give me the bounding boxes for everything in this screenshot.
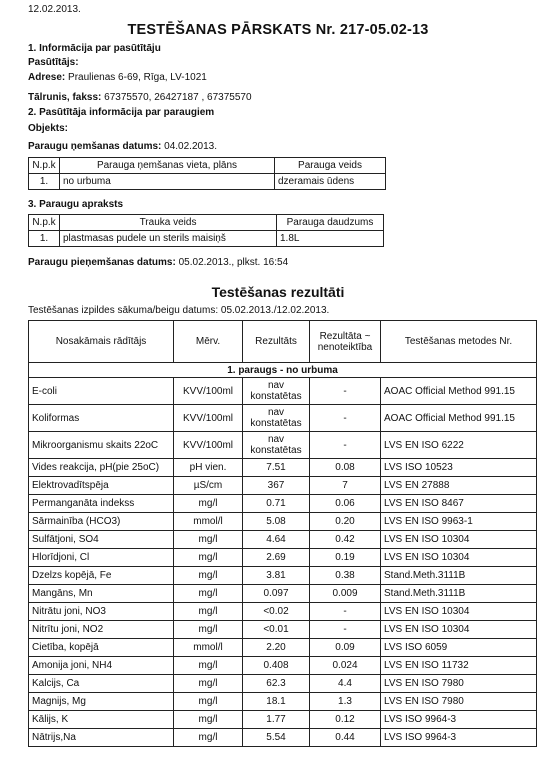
- test-dates-line: Testēšanas izpildes sākuma/beigu datums: 05.02.2013./12.02.2013.: [28, 305, 330, 316]
- table-cell: -: [310, 378, 381, 405]
- table-cell: Stand.Meth.3111B: [381, 567, 537, 585]
- table-cell: 1.: [29, 231, 60, 247]
- table-cell: dzeramais ūdens: [275, 174, 386, 190]
- table-row: [29, 432, 537, 459]
- table-row: [29, 477, 537, 495]
- table-cell: KVV/100ml: [174, 405, 243, 432]
- table-cell: Dzelzs kopējā, Fe: [29, 567, 174, 585]
- table-cell: Hlorīdjoni, Cl: [29, 549, 174, 567]
- table-cell: Koliformas: [29, 405, 174, 432]
- table-cell: Nitrītu joni, NO2: [29, 621, 174, 639]
- table-cell: nav konstatētas: [243, 378, 310, 405]
- table-cell: Kalcijs, Ca: [29, 675, 174, 693]
- table-cell: 0.08: [310, 459, 381, 477]
- table-cell: mg/l: [174, 531, 243, 549]
- results-table: [28, 320, 537, 747]
- table-header-row: [29, 321, 537, 363]
- group-label: 1. paraugs - no urbuma: [29, 363, 537, 378]
- table-cell: 0.097: [243, 585, 310, 603]
- table-cell: 1.3: [310, 693, 381, 711]
- table-cell: -: [310, 405, 381, 432]
- table-cell: mg/l: [174, 585, 243, 603]
- table-cell: LVS EN ISO 6222: [381, 432, 537, 459]
- table-cell: 4.64: [243, 531, 310, 549]
- table-cell: AOAC Official Method 991.15: [381, 378, 537, 405]
- table-cell: 7: [310, 477, 381, 495]
- table-cell: LVS EN ISO 11732: [381, 657, 537, 675]
- table-cell: mg/l: [174, 495, 243, 513]
- table-cell: 0.71: [243, 495, 310, 513]
- table-cell: mg/l: [174, 711, 243, 729]
- table-cell: mmol/l: [174, 513, 243, 531]
- table-cell: mmol/l: [174, 639, 243, 657]
- table-cell: mg/l: [174, 693, 243, 711]
- table-cell: 3.81: [243, 567, 310, 585]
- table-row: [29, 495, 537, 513]
- header-cell: N.p.k: [29, 215, 60, 231]
- table-cell: 2.69: [243, 549, 310, 567]
- table-cell: nav konstatētas: [243, 432, 310, 459]
- table-cell: Elektrovadītspēja: [29, 477, 174, 495]
- table-row: [29, 621, 537, 639]
- table-cell: Sulfātjoni, SO4: [29, 531, 174, 549]
- table-cell: mg/l: [174, 657, 243, 675]
- table-row: [29, 585, 537, 603]
- address-line: [28, 72, 207, 83]
- sample-info-table: [28, 157, 386, 190]
- table-cell: LVS ISO 6059: [381, 639, 537, 657]
- table-cell: 0.19: [310, 549, 381, 567]
- table-row: [29, 459, 537, 477]
- table-cell: 367: [243, 477, 310, 495]
- received-date-value: 05.02.2013., plkst. 16:54: [178, 257, 289, 268]
- header-cell: Rezultāta ~ nenoteiktība: [310, 321, 381, 363]
- client-label: Pasūtītājs:: [28, 57, 79, 68]
- sampling-date-value: 04.02.2013.: [164, 141, 217, 152]
- table-cell: Nātrijs,Na: [29, 729, 174, 747]
- table-cell: -: [310, 621, 381, 639]
- table-cell: Vides reakcija, pH(pie 25oC): [29, 459, 174, 477]
- header-cell: Parauga veids: [275, 158, 386, 174]
- table-cell: 0.408: [243, 657, 310, 675]
- table-cell: 7.51: [243, 459, 310, 477]
- table-cell: LVS EN ISO 8467: [381, 495, 537, 513]
- table-row: [29, 729, 537, 747]
- table-cell: Magnijs, Mg: [29, 693, 174, 711]
- group-row: [29, 363, 537, 378]
- table-row: [29, 693, 537, 711]
- table-cell: 18.1: [243, 693, 310, 711]
- table-cell: Cietība, kopējā: [29, 639, 174, 657]
- header-cell: Parauga ņemšanas vieta, plāns: [60, 158, 275, 174]
- table-row: [29, 513, 537, 531]
- address-label: Adrese:: [28, 72, 66, 83]
- table-cell: no urbuma: [60, 174, 275, 190]
- table-cell: Permanganāta indekss: [29, 495, 174, 513]
- table-cell: mg/l: [174, 675, 243, 693]
- table-cell: LVS EN 27888: [381, 477, 537, 495]
- table-cell: 5.54: [243, 729, 310, 747]
- table-row: [29, 603, 537, 621]
- header-cell: Testēšanas metodes Nr.: [381, 321, 537, 363]
- table-row: [29, 531, 537, 549]
- sampling-date-label: Paraugu ņemšanas datums:: [28, 141, 162, 152]
- table-cell: 4.4: [310, 675, 381, 693]
- table-cell: 0.12: [310, 711, 381, 729]
- table-cell: E-coli: [29, 378, 174, 405]
- sampling-date-line: [28, 141, 217, 152]
- table-cell: KVV/100ml: [174, 432, 243, 459]
- table-cell: 0.06: [310, 495, 381, 513]
- phone-value: 67375570, 26427187 , 67375570: [104, 92, 252, 103]
- report-date: 12.02.2013.: [28, 4, 81, 15]
- table-row: [29, 378, 537, 405]
- table-cell: -: [310, 603, 381, 621]
- table-cell: µS/cm: [174, 477, 243, 495]
- results-heading: Testēšanas rezultāti: [211, 284, 345, 300]
- table-cell: LVS EN ISO 10304: [381, 621, 537, 639]
- table-cell: LVS EN ISO 10304: [381, 531, 537, 549]
- table-cell: <0.02: [243, 603, 310, 621]
- phone-label: Tālrunis, fakss:: [28, 92, 102, 103]
- table-cell: Stand.Meth.3111B: [381, 585, 537, 603]
- table-cell: plastmasas pudele un sterils maisiņš: [60, 231, 277, 247]
- table-cell: Sārmainība (HCO3): [29, 513, 174, 531]
- table-cell: mg/l: [174, 567, 243, 585]
- table-cell: mg/l: [174, 603, 243, 621]
- table-cell: mg/l: [174, 729, 243, 747]
- table-cell: mg/l: [174, 621, 243, 639]
- table-cell: LVS EN ISO 9963-1: [381, 513, 537, 531]
- table-cell: 62.3: [243, 675, 310, 693]
- object-label: Objekts:: [28, 123, 69, 134]
- received-date-line: [28, 257, 288, 268]
- phone-line: [28, 92, 252, 103]
- table-row: [29, 231, 384, 247]
- table-row: [29, 711, 537, 729]
- table-cell: -: [310, 432, 381, 459]
- table-cell: Amonija joni, NH4: [29, 657, 174, 675]
- address-value: Praulienas 6-69, Rīga, LV-1021: [68, 72, 207, 83]
- table-cell: LVS EN ISO 7980: [381, 675, 537, 693]
- table-row: [29, 639, 537, 657]
- table-cell: nav konstatētas: [243, 405, 310, 432]
- table-cell: LVS ISO 9964-3: [381, 729, 537, 747]
- table-cell: 1.77: [243, 711, 310, 729]
- header-cell: Parauga daudzums: [277, 215, 384, 231]
- table-cell: 0.42: [310, 531, 381, 549]
- header-cell: Rezultāts: [243, 321, 310, 363]
- table-cell: LVS ISO 9964-3: [381, 711, 537, 729]
- table-cell: LVS EN ISO 10304: [381, 549, 537, 567]
- table-row: [29, 567, 537, 585]
- table-cell: Nitrātu joni, NO3: [29, 603, 174, 621]
- received-date-label: Paraugu pieņemšanas datums:: [28, 257, 176, 268]
- table-cell: 0.009: [310, 585, 381, 603]
- table-cell: 1.: [29, 174, 60, 190]
- table-cell: LVS EN ISO 7980: [381, 693, 537, 711]
- table-row: [29, 405, 537, 432]
- report-title: TESTĒŠANAS PĀRSKATS Nr. 217-05.02-13: [127, 22, 429, 38]
- table-cell: 0.024: [310, 657, 381, 675]
- table-cell: LVS ISO 10523: [381, 459, 537, 477]
- table-cell: AOAC Official Method 991.15: [381, 405, 537, 432]
- table-cell: mg/l: [174, 549, 243, 567]
- table-cell: Mikroorganismu skaits 22oC: [29, 432, 174, 459]
- header-cell: Nosakāmais rādītājs: [29, 321, 174, 363]
- table-cell: 0.44: [310, 729, 381, 747]
- table-row: [29, 675, 537, 693]
- table-cell: 0.09: [310, 639, 381, 657]
- table-cell: LVS EN ISO 10304: [381, 603, 537, 621]
- table-cell: 0.20: [310, 513, 381, 531]
- table-row: [29, 174, 386, 190]
- table-row: [29, 657, 537, 675]
- client-heading: 1. Informācija par pasūtītāju: [28, 43, 161, 54]
- table-cell: 2.20: [243, 639, 310, 657]
- table-cell: pH vien.: [174, 459, 243, 477]
- table-cell: Mangāns, Mn: [29, 585, 174, 603]
- sample-desc-table: [28, 214, 384, 247]
- header-cell: Trauka veids: [60, 215, 277, 231]
- table-header-row: [29, 158, 386, 174]
- table-cell: Kālijs, K: [29, 711, 174, 729]
- sample-info-heading: 2. Pasūtītāja informācija par paraugiem: [28, 107, 215, 118]
- table-cell: <0.01: [243, 621, 310, 639]
- table-header-row: [29, 215, 384, 231]
- table-row: [29, 549, 537, 567]
- table-cell: KVV/100ml: [174, 378, 243, 405]
- table-cell: 5.08: [243, 513, 310, 531]
- header-cell: N.p.k: [29, 158, 60, 174]
- table-cell: 1.8L: [277, 231, 384, 247]
- header-cell: Mērv.: [174, 321, 243, 363]
- table-cell: 0.38: [310, 567, 381, 585]
- sample-desc-heading: 3. Paraugu apraksts: [28, 199, 124, 210]
